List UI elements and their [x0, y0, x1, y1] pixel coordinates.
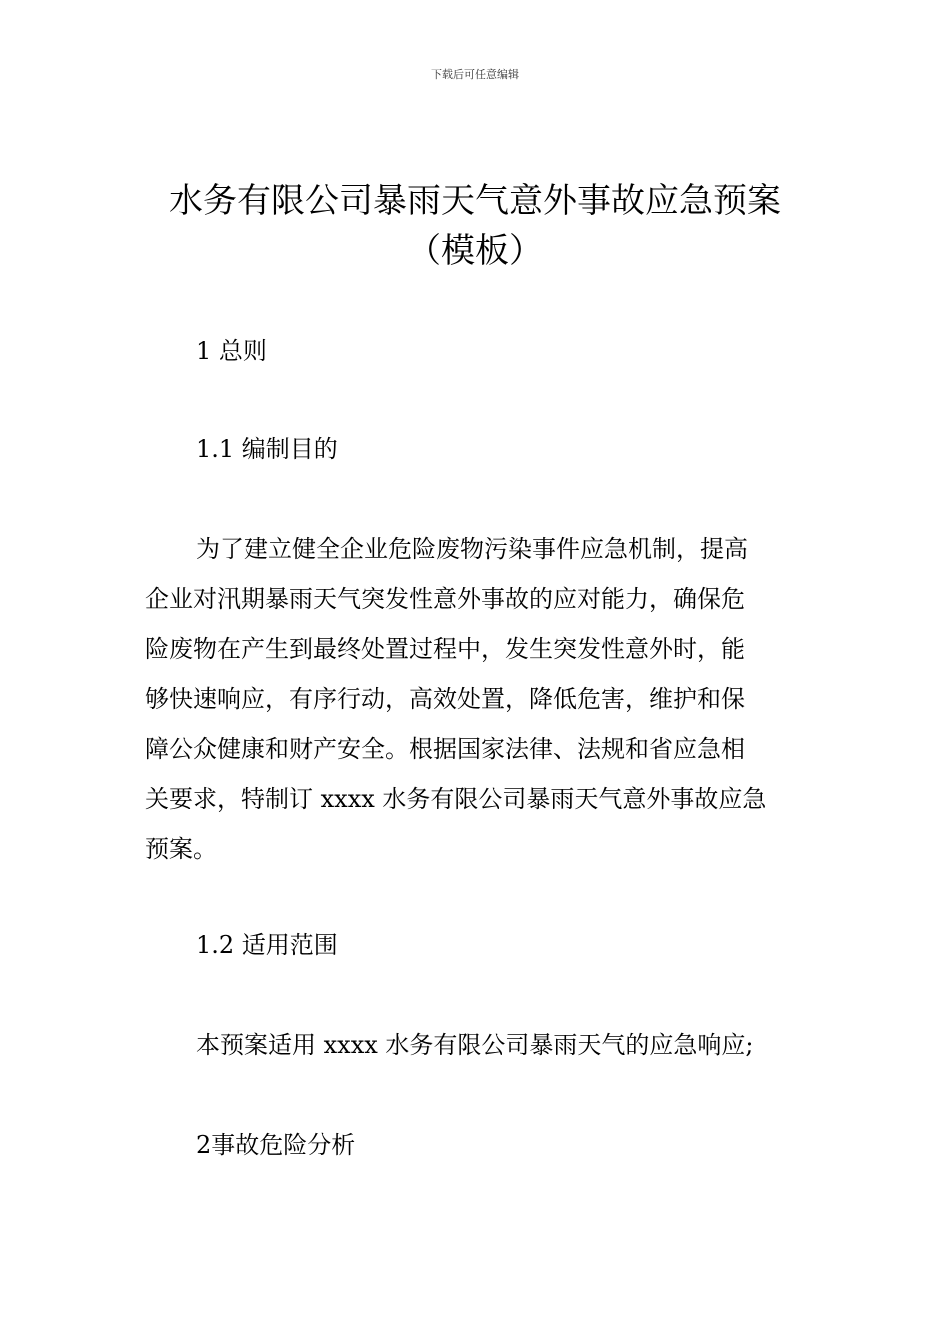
paragraph-line: 为了建立健全企业危险废物污染事件应急机制，提高 — [196, 535, 748, 563]
paragraph-line: 本预案适用 xxxx 水务有限公司暴雨天气的应急响应; — [196, 1031, 754, 1059]
page-header-note: 下载后可任意编辑 — [431, 68, 519, 81]
document-title — [60, 176, 890, 276]
section-1-2-heading: 1.2 适用范围 — [196, 931, 338, 959]
paragraph-line: 预案。 — [145, 835, 217, 863]
paragraph-line: 关要求，特制订 xxxx 水务有限公司暴雨天气意外事故应急 — [145, 785, 767, 813]
section-2-heading: 2事故危险分析 — [196, 1131, 356, 1159]
paragraph-line: 障公众健康和财产安全。根据国家法律、法规和省应急相 — [145, 735, 745, 763]
section-1-1-heading: 1.1 编制目的 — [196, 435, 338, 463]
section-1-2-paragraph — [145, 1020, 810, 1070]
document-title-line-1: 水务有限公司暴雨天气意外事故应急预案 — [169, 181, 781, 221]
section-1-heading: 1 总则 — [196, 337, 267, 365]
document-title-line-2: （模板） — [407, 231, 543, 271]
paragraph-line: 企业对汛期暴雨天气突发性意外事故的应对能力，确保危 — [145, 585, 745, 613]
paragraph-line: 险废物在产生到最终处置过程中，发生突发性意外时，能 — [145, 635, 745, 663]
section-1-1-paragraph — [145, 524, 810, 874]
paragraph-line: 够快速响应，有序行动，高效处置，降低危害，维护和保 — [145, 685, 745, 713]
